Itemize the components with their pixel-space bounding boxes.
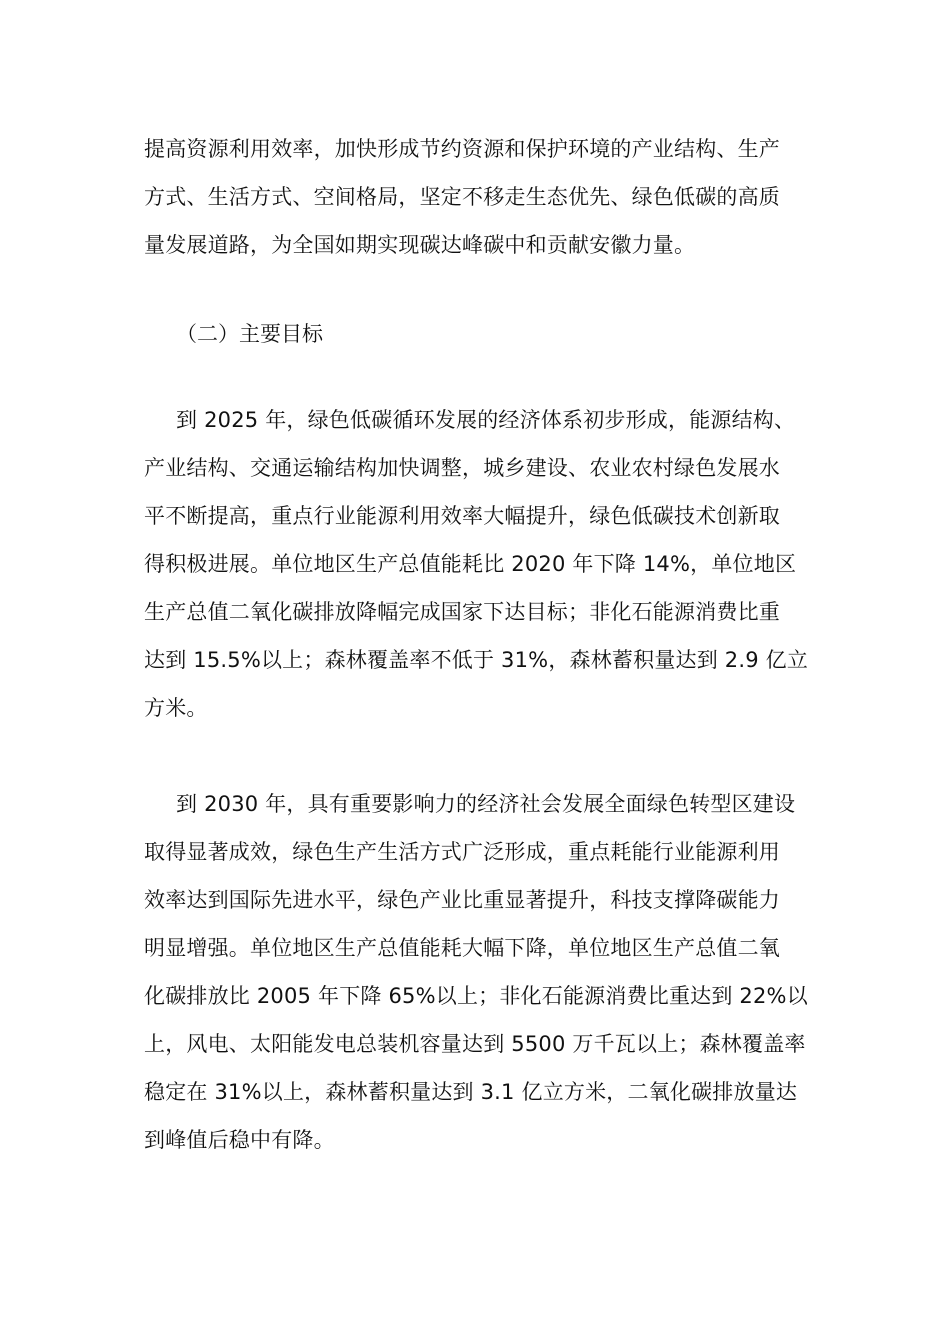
text-line: 效率达到国际先进水平，绿色产业比重显著提升，科技支撑降碳能力 [144,888,780,912]
text-line: 到峰值后稳中有降。 [144,1128,335,1152]
text-line: 上，风电、太阳能发电总装机容量达到 5500 万千瓦以上；森林覆盖率 [144,1032,806,1056]
text-line: 明显增强。单位地区生产总值能耗大幅下降，单位地区生产总值二氧 [144,936,780,960]
text-line: 产业结构、交通运输结构加快调整，城乡建设、农业农村绿色发展水 [144,456,780,480]
text-line: 提高资源利用效率，加快形成节约资源和保护环境的产业结构、生产 [144,137,780,161]
text-line: 量发展道路，为全国如期实现碳达峰碳中和贡献安徽力量。 [144,233,696,257]
text-line: 化碳排放比 2005 年下降 65%以上；非化石能源消费比重达到 22%以 [144,984,808,1008]
text-line: 到 2025 年，绿色低碳循环发展的经济体系初步形成，能源结构、 [176,408,796,432]
text-line: 生产总值二氧化碳排放降幅完成国家下达目标；非化石能源消费比重 [144,600,780,624]
text-line: 方式、生活方式、空间格局，坚定不移走生态优先、绿色低碳的高质 [144,185,780,209]
paragraph-2030-targets [144,780,808,1164]
paragraph-intro [144,125,794,269]
text-line: 得积极进展。单位地区生产总值能耗比 2020 年下降 14%，单位地区 [144,552,797,576]
text-line: 达到 15.5%以上；森林覆盖率不低于 31%，森林蓄积量达到 2.9 亿立 [144,648,809,672]
text-line: 平不断提高，重点行业能源利用效率大幅提升，绿色低碳技术创新取 [144,504,780,528]
text-line: 稳定在 31%以上，森林蓄积量达到 3.1 亿立方米，二氧化碳排放量达 [144,1080,798,1104]
section-heading: （二）主要目标 [176,322,323,346]
text-line: 到 2030 年，具有重要影响力的经济社会发展全面绿色转型区建设 [176,792,796,816]
text-line: 方米。 [144,696,208,720]
text-line: 取得显著成效，绿色生产生活方式广泛形成，重点耗能行业能源利用 [144,840,780,864]
paragraph-2025-targets [144,396,809,732]
